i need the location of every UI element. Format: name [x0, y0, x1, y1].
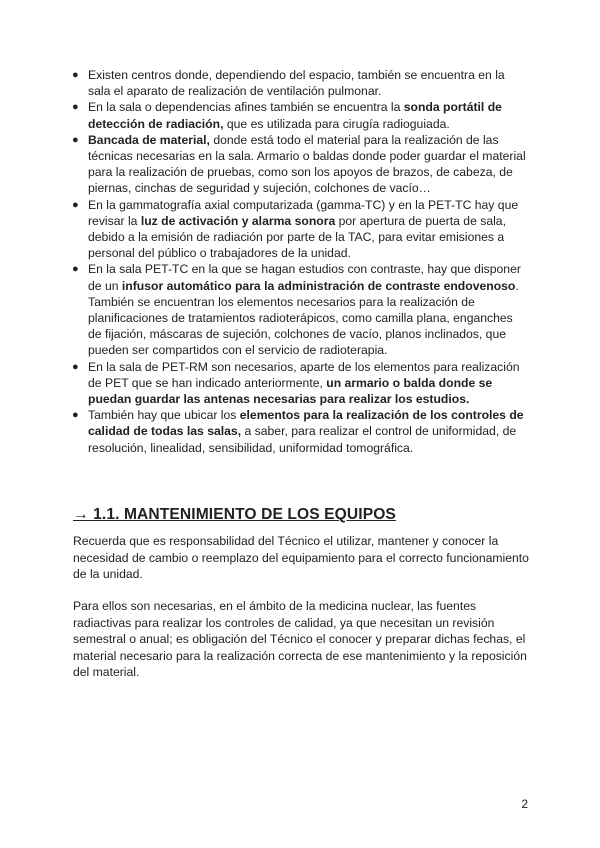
- bullet-dot-icon: ●: [72, 263, 79, 276]
- section-heading: → 1.1. MANTENIMIENTO DE LOS EQUIPOS: [73, 506, 396, 523]
- bullet-item: ● Bancada de material, donde está todo el material para la realización de las técnicas necesarias en la sala. Armario o baldas donde poder guardar el material para la realización de pruebas, como son los apoyos de brazos, de cabeza, de piernas, cinchas de seguridad y sujeción, colchones de vacío…: [72, 132, 526, 196]
- bullet-list: [72, 67, 528, 456]
- bullet-dot-icon: ●: [72, 198, 79, 211]
- bullet-dot-icon: ●: [72, 69, 79, 81]
- bullet-dot-icon: ●: [72, 101, 79, 114]
- paragraph: Para ellos son necesarias, en el ámbito de la medicina nuclear, las fuentes radiactivas para realizar los controles de calidad, ya que necesitan un revisión semestral o anual; es obligación del Técnico el conocer y preparar dichas fechas, el material necesario para la realización correcta de ese mantenimiento y la reposición del material.: [73, 599, 527, 679]
- bullet-item: ● En la sala de PET-RM son necesarios, aparte de los elementos para realización de PET que se han indicado anteriormente, un armario o balda donde se puedan guardar las antenas necesarias para realizar los estudios.: [72, 359, 520, 407]
- page-number: 2: [521, 797, 528, 811]
- bullet-item: ● En la sala PET-TC en la que se hagan estudios con contraste, hay que disponer de un infusor automático para la administración de contraste endovenoso. También se encuentran los elementos necesarios para la realización de planificaciones de tratamientos radioterápicos, como camilla plana, enganches de fijación, máscaras de sujeción, colchones de vacío, planos inclinados, que pueden ser compartidos con el servicio de radioterapia.: [72, 262, 521, 358]
- bullet-dot-icon: ●: [72, 409, 79, 422]
- bullet-dot-icon: ●: [72, 360, 79, 373]
- bullet-item: ● En la sala o dependencias afines también se encuentra la sonda portátil de detección de radiación, que es utilizada para cirugía radioguiada.: [72, 100, 502, 131]
- bullet-item: ● En la gammatografía axial computarizada (gamma-TC) y en la PET-TC hay que revisar la luz de activación y alarma sonora por apertura de puerta de sala, debido a la emisión de radiación por parte de la TAC, para evitar emisiones a personal del público o trabajadores de la unidad.: [72, 197, 519, 261]
- bullet-item: ● Existen centros donde, dependiendo del espacio, también se encuentra en la sala el aparato de realización de ventilación pulmonar.: [72, 68, 505, 99]
- paragraph: Recuerda que es responsabilidad del Técnico el utilizar, mantener y conocer la necesidad de cambio o reemplazo del equipamiento para el correcto funcionamiento de la unidad.: [73, 534, 529, 581]
- bullet-dot-icon: ●: [72, 133, 79, 146]
- bullet-item: ● También hay que ubicar los elementos para la realización de los controles de calidad de todas las salas, a saber, para realizar el control de uniformidad, de resolución, linealidad, sensibilidad, uniformidad tomográfica.: [72, 408, 524, 455]
